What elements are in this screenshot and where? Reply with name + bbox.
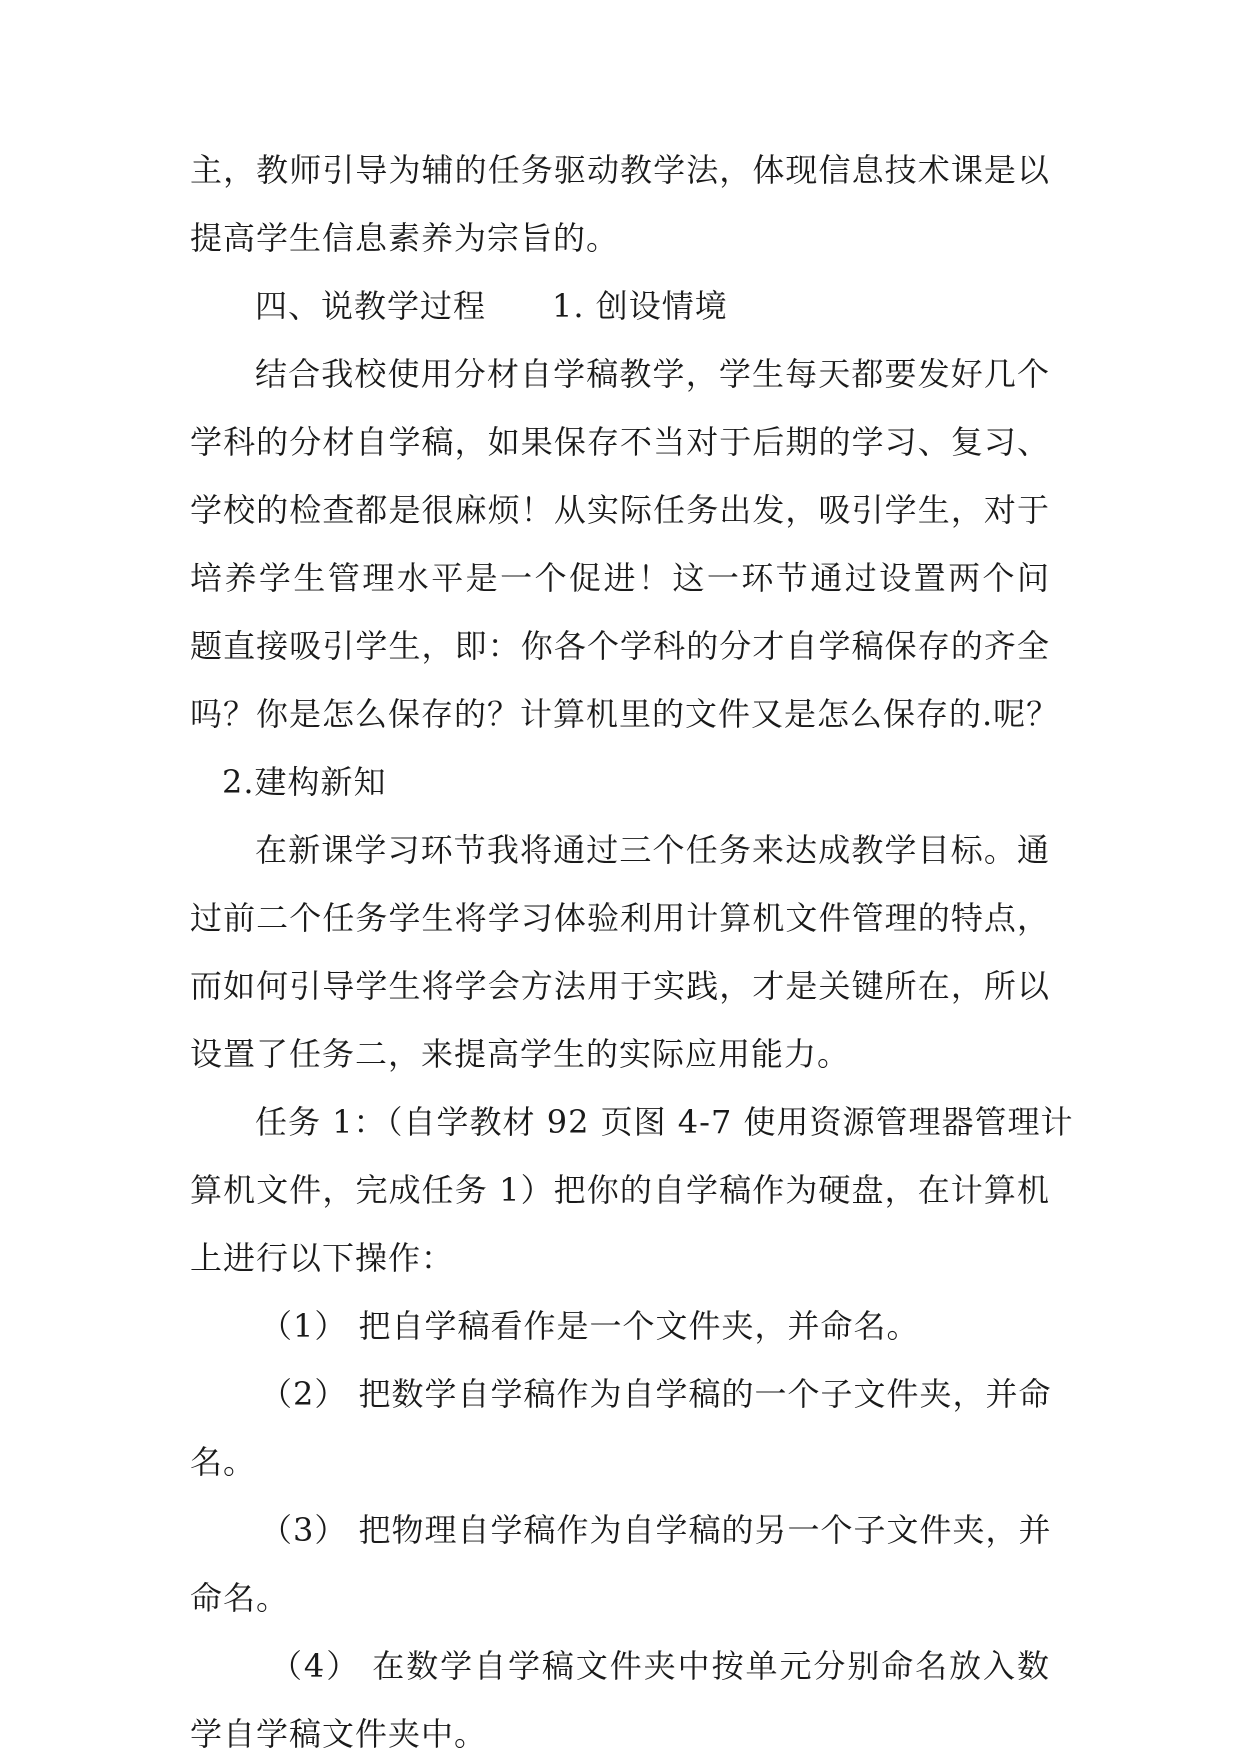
list-item: （4） 在数学自学稿文件夹中按单元分别命名放入数 xyxy=(270,1647,1050,1685)
list-item: （1） 把自学稿看作是一个文件夹，并命名。 xyxy=(260,1307,920,1345)
text-line: 名。 xyxy=(190,1443,257,1481)
text-line: 培养学生管理水平是一个促进！这一环节通过设置两个问 xyxy=(190,559,1050,597)
text-line: 任务 1：（自学教材 92 页图 4-7 使用资源管理器管理计 xyxy=(255,1103,1074,1141)
section-heading: 四、说教学过程 1. 创设情境 xyxy=(255,287,728,325)
text-line: 命名。 xyxy=(190,1579,290,1617)
text-line: 学科的分材自学稿，如果保存不当对于后期的学习、复习、 xyxy=(190,423,1050,461)
text-line: 主，教师引导为辅的任务驱动教学法，体现信息技术课是以 xyxy=(190,151,1050,189)
text-line: 题直接吸引学生，即：你各个学科的分才自学稿保存的齐全 xyxy=(190,627,1050,665)
text-line: 算机文件，完成任务 1）把你的自学稿作为硬盘，在计算机 xyxy=(190,1171,1050,1209)
list-item: （3） 把物理自学稿作为自学稿的另一个子文件夹，并 xyxy=(260,1511,1052,1549)
text-line: 学校的检查都是很麻烦！从实际任务出发，吸引学生，对于 xyxy=(190,491,1050,529)
section-heading: 2.建构新知 xyxy=(222,763,387,801)
text-line: 而如何引导学生将学会方法用于实践，才是关键所在，所以 xyxy=(190,967,1050,1005)
text-line: 学自学稿文件夹中。 xyxy=(190,1715,488,1753)
list-item: （2） 把数学自学稿作为自学稿的一个子文件夹，并命 xyxy=(260,1375,1052,1413)
text-line: 过前二个任务学生将学习体验利用计算机文件管理的特点， xyxy=(190,899,1050,937)
text-line: 在新课学习环节我将通过三个任务来达成教学目标。通 xyxy=(255,831,1050,869)
text-line: 上进行以下操作： xyxy=(190,1239,455,1277)
text-line: 结合我校使用分材自学稿教学，学生每天都要发好几个 xyxy=(255,355,1050,393)
text-line: 设置了任务二，来提高学生的实际应用能力。 xyxy=(190,1035,851,1073)
text-line: 吗？你是怎么保存的？计算机里的文件又是怎么保存的.呢？ xyxy=(190,695,1060,733)
text-line: 提高学生信息素养为宗旨的。 xyxy=(190,219,620,257)
